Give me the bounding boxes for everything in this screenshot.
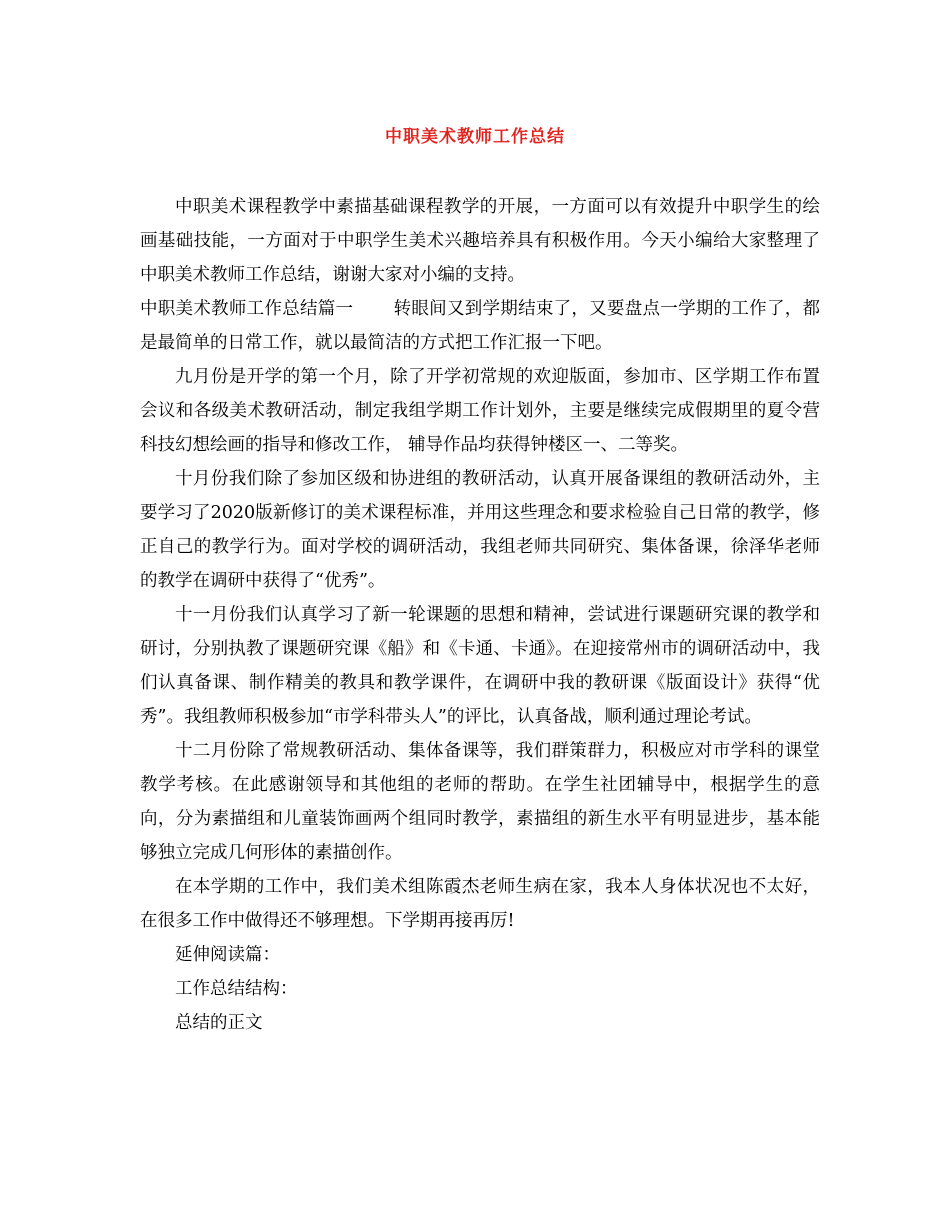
document-body [140,190,820,1040]
paragraph-september: 九月份是开学的第一个月，除了开学初常规的欢迎版面，参加市、区学期工作布置会议和各级美术教研活动，制定我组学期工作计划外，主要是继续完成假期里的夏令营科技幻想绘画的指导和修改工作， 辅导作品均获得钟楼区一、二等奖。 [140,367,820,455]
paragraph-december: 十二月份除了常规教研活动、集体备课等，我们群策群力，积极应对市学科的课堂教学考核。在此感谢领导和其他组的老师的帮助。在学生社团辅导中，根据学生的意向，分为素描组和儿童装饰画两个组同时教学，素描组的新生水平有明显进步，基本能够独立完成几何形体的素描创作。 [140,741,820,863]
summary-body-label: 总结的正文 [175,1013,263,1033]
paragraph-november: 十一月份我们认真学习了新一轮课题的思想和精神，尝试进行课题研究课的教学和研讨，分别执教了课题研究课《船》和《卡通、卡通》。在迎接常州市的调研活动中，我们认真备课、制作精美的教具和教学课件，在调研中我的教研课《版面设计》获得“优秀”。我组教师积极参加“市学科带头人”的评比，认真备战，顺利通过理论考试。 [140,605,820,727]
document-title: 中职美术教师工作总结 [385,127,565,147]
extended-reading-label: 延伸阅读篇： [175,945,280,965]
section-paragraph [140,292,820,360]
section-first-text: 转眼间又到学期结束了，又要盘点一学期的工作了，都是最简单的日常工作，就以最简洁的方式把工作汇报一下吧。 [140,299,821,353]
paragraph-conclusion: 在本学期的工作中，我们美术组陈霞杰老师生病在家，我本人身体状况也不太好，在很多工作中做得还不够理想。下学期再接再厉! [140,877,820,931]
intro-paragraph: 中职美术课程教学中素描基础课程教学的开展，一方面可以有效提升中职学生的绘画基础技能，一方面对于中职学生美术兴趣培养具有积极作用。今天小编给大家整理了中职美术教师工作总结，谢谢大家对小编的支持。 [140,197,820,285]
summary-structure-label: 工作总结结构： [175,979,298,999]
paragraph-october: 十月份我们除了参加区级和协进组的教研活动，认真开展备课组的教研活动外，主要学习了2020版新修订的美术课程标准，并用这些理念和要求检验自己日常的教学，修正自己的教学行为。面对学校的调研活动，我组老师共同研究、集体备课，徐泽华老师的教学在调研中获得了“优秀”。 [140,469,820,591]
section-heading: 中职美术教师工作总结篇一 [140,299,354,319]
